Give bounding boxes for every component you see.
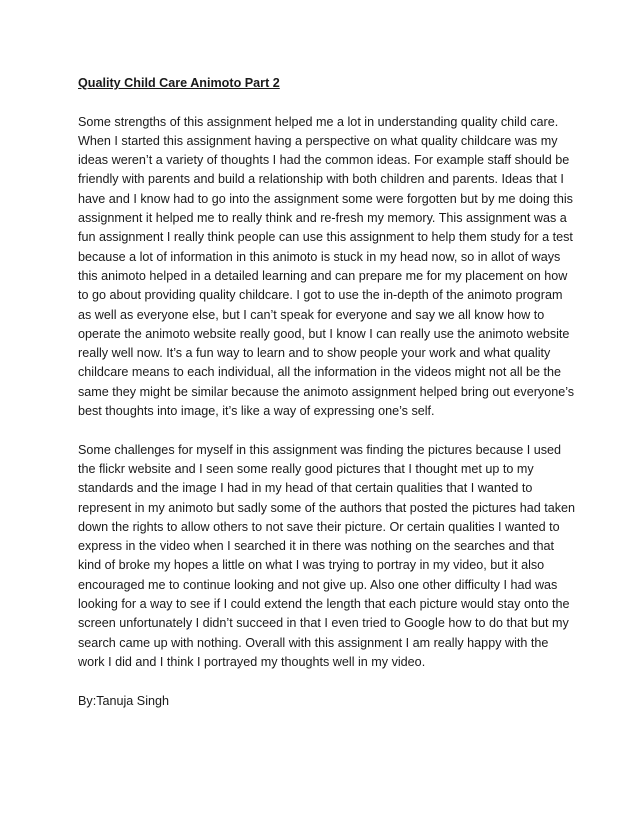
spacer bbox=[78, 421, 578, 440]
document-body bbox=[78, 74, 578, 711]
spacer bbox=[78, 672, 578, 691]
paragraph-challenges: Some challenges for myself in this assignment was finding the pictures because I used the flickr website and I seen some really good pictures that I thought met up to my standards and the image I had in my head of that certain qualities that I wanted to represent in my animoto but sadly some of the authors that posted the pictures had taken down the rights to allow others to not save their picture. Or certain qualities I wanted to express in the video when I searched it in there was nothing on the searches and that kind of broke my hopes a little on what I was trying to portray in my video, but it also encouraged me to continue looking and not give up. Also one other difficulty I had was looking for a way to see if I could extend the length that each picture would stay onto the screen unfortunately I didn’t succeed in that I even tried to Google how to do that but my search came up with nothing. Overall with this assignment I am really happy with the work I did and I think I portrayed my thoughts well in my video. bbox=[78, 442, 576, 669]
paragraph-strengths: Some strengths of this assignment helped me a lot in understanding quality child care. When I started this assignment having a perspective on what quality childcare was my ideas weren’t a variety of thoughts I had the common ideas. For example staff should be friendly with parents and build a relationship with both children and parents. Ideas that I have and I know had to go into the assignment some were forgotten but by me doing this assignment it helped me to really think and re-fresh my memory. This assignment was a fun assignment I really think people can use this assignment to help them study for a test because a lot of information in this animoto is stuck in my head now, so in allot of ways this animoto helped in a detailed learning and can prepare me for my placement on how to go about providing quality childcare. I got to use the in-depth of the animoto program as well as everyone else, but I can’t speak for everyone and say we all know how to operate the animoto website really good, but I know I can really use the animoto website really well now. It’s a fun way to learn and to show people your work and what quality childcare means to each individual, all the information in the videos might not all be the same they might be similar because the animoto assignment helped bring out everyone’s best thoughts into image, it’s like a way of expressing one’s self. bbox=[78, 114, 575, 419]
document-title: Quality Child Care Animoto Part 2 bbox=[78, 76, 280, 90]
spacer bbox=[78, 93, 578, 112]
author-signature: By:Tanuja Singh bbox=[78, 693, 170, 708]
